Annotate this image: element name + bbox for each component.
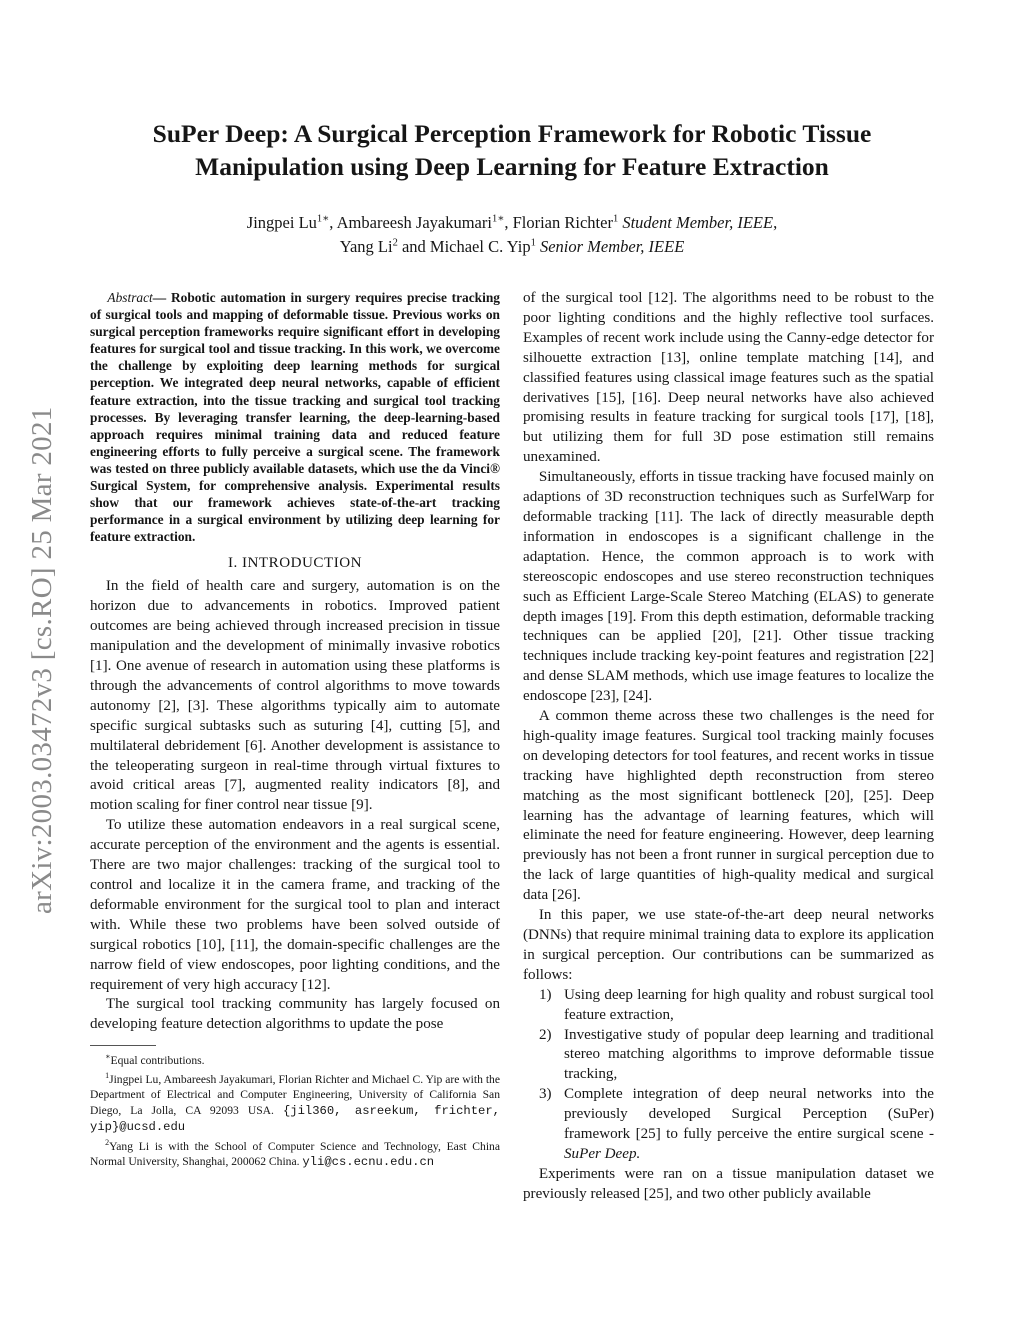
footnote-affiliation-1 (90, 1068, 500, 1135)
author-line-2 (90, 235, 934, 259)
list-item-text: Complete integration of deep neural networks into the previously developed Surgical Perception (SuPer) framework [25] to fully perceive the entire surgical scene - (564, 1086, 934, 1143)
list-item-text: Investigative study of popular deep learning and traditional stereo matching algorithms to improve deformable tissue tracking, (564, 1026, 934, 1083)
left-column (90, 289, 500, 1170)
list-number: 3) (539, 1086, 552, 1103)
abstract-dash: — (152, 290, 171, 305)
abstract-text: Robotic automation in surgery requires precise tracking of surgical tools and mapping of deformable tissue. Previous works on surgical perception frameworks require significant effort in developing features for surgical tool and tissue tracking. In this work, we overcome the challenge by exploiting deep learning methods for surgical perception. We integrated deep neural networks, capable of efficient feature extraction, into the tissue tracking and surgical tool tracking processes. By leveraging transfer learning, the deep-learning-based approach requires minimal training data and reduced feature engineering efforts to fully perceive a surgical scene. The framework was tested on three publicly available datasets, which use the da Vinci® Surgical System, for comprehensive analysis. Experimental results show that our framework achieves state-of-the-art tracking performance in a surgical environment by utilizing deep learning for feature extraction. (90, 290, 500, 545)
author-name: , Ambareesh Jayakumari (329, 213, 492, 232)
paragraph: Simultaneously, efforts in tissue tracking have focused mainly on adaptions of 3D reconstruction techniques such as SurfelWarp for deformable tracking [11]. The lack of directly measurable depth information in endoscopes is a significant challenge in the adaptation. Hence, the common approach is to work with stereoscopic endoscopes and use stereo reconstruction techniques such as Efficient Large-Scale Stereo Matching (ELAS) to generate depth images [19]. From this depth estimation, deformable tracking techniques can be applied [20], [21]. Other tissue tracking techniques include tracking key-point features and registration [22] and dense SLAM methods, which use image features to localize the endoscope [23], [24]. (523, 469, 934, 705)
footnote-mark: 2 (105, 1137, 110, 1147)
paragraph: To utilize these automation endeavors in a real surgical scene, accurate perception of the environment and the agents is essential. There are two major challenges: tracking of the surgical tool to control and localize it in the camera frame, and tracking of the deformable environment for the surgical tool to plan and interact with. While these two problems have been solved outside of surgical robotics [10], [11], the domain-specific challenges are the narrow field of view endoscopes, poor lighting conditions, and the requirement of very high accuracy [12]. (90, 817, 500, 993)
author-name: Jingpei Lu (246, 213, 317, 232)
author-name: , Florian Richter (504, 213, 613, 232)
title-line-1: SuPer Deep: A Surgical Perception Framework for Robotic Tissue (152, 119, 872, 148)
footnote-text: Yang Li is with the School of Computer Science and Technology, East China Normal University, Shanghai, 200062 China. (90, 1139, 500, 1169)
author-affiliation-mark: 1 (612, 213, 619, 225)
separator: , (773, 213, 778, 232)
author-list (90, 211, 934, 259)
paragraph: of the surgical tool [12]. The algorithms need to be robust to the poor lighting conditions and the highly reflective tool surfaces. Examples of recent work include using the Canny-edge detector for silhouette extraction [13], online template matching [14], and classified features using classical image features such as the spatial derivatives [15], [16]. Deep neural networks have also achieved promising results in feature tracking for surgical tools [17], [18], but utilizing them for full 3D pose estimation still remains unexamined. (523, 290, 934, 466)
paragraph: The surgical tool tracking community has largely focused on developing feature detection algorithms to update the pose (90, 996, 500, 1033)
footnotes (90, 1049, 500, 1170)
list-number: 1) (539, 986, 552, 1003)
membership-note: Senior Member, IEEE (539, 237, 685, 256)
right-column (523, 289, 934, 1205)
author-affiliation-mark: 2 (392, 237, 398, 249)
author-affiliation-mark: 1∗ (491, 213, 505, 225)
author-affiliation-mark: 1∗ (316, 213, 330, 225)
paper-title (90, 117, 934, 183)
paragraph: Experiments were ran on a tissue manipulation dataset we previously released [25], and two other publicly available (523, 1165, 934, 1202)
footnote-text: Jingpei Lu, Ambareesh Jayakumari, Florian Richter and Michael C. Yip are with the Department of Electrical and Computer Engineering, University of California San Diego, La Jolla, CA 92093 USA. (90, 1073, 500, 1117)
author-affiliation-mark: 1 (530, 237, 536, 249)
list-number: 2) (539, 1026, 552, 1043)
list-item-text: Using deep learning for high quality and robust surgical tool feature extraction, (564, 986, 934, 1023)
author-line-1 (90, 211, 934, 235)
paragraph: In the field of health care and surgery, automation is on the horizon due to advancements in robotics. Improved patient outcomes are being achieved through increased precision in tissue manipulation and the development of minimally invasive robotics [1]. One avenue of research in automation using these platforms is through the advancements of control algorithms to move towards autonomy [2], [3]. These algorithms typically aim to automate specific surgical subtasks such as suturing [4], cutting [5], and multilateral debridement [6]. Another development is assistance to the teleoperating surgeon in real-time through virtual fixtures to avoid critical areas [7], augmented reality indicators [8], and motion scaling for finer control near tissue [9]. (90, 578, 500, 814)
abstract-label: Abstract (107, 290, 153, 305)
footnote-equal-contribution (90, 1049, 500, 1068)
abstract (90, 289, 500, 545)
section-heading-introduction: I. INTRODUCTION (227, 555, 363, 572)
footnote-text: Equal contributions. (110, 1054, 205, 1068)
membership-note: Student Member, IEEE (622, 213, 774, 232)
footnote-mark: 1 (105, 1071, 110, 1081)
list-item (523, 1026, 934, 1086)
paragraph: A common theme across these two challenges is the need for high-quality image features. Surgical tool tracking mainly focuses on developing detectors for tool features, and recent works in tissue tracking have highlighted depth reconstruction from stereo matching as the most significant bottleneck [20], [25]. Deep learning has the advantage of learning features, which will eliminate the need for feature engineering. However, deep learning previously has not been a front runner in surgical perception due to the lack of large quantities of high-quality medical and surgical data [26]. (523, 708, 934, 904)
paragraph: In this paper, we use state-of-the-art deep neural networks (DNNs) that require minimal training data to explore its application in surgical perception. Our contributions can be summarized as follows: (523, 907, 934, 983)
footnote-divider (90, 1045, 156, 1046)
footnote-mark: ∗ (105, 1052, 111, 1062)
author-name: Yang Li (339, 237, 393, 256)
framework-name: SuPer Deep. (564, 1145, 641, 1162)
arxiv-identifier: arXiv:2003.03472v3 [cs.RO] 25 Mar 2021 (26, 406, 58, 914)
author-name: and Michael C. Yip (397, 237, 531, 256)
email-addresses[interactable]: {jil360, asreekum, frichter, yip}@ucsd.edu (90, 1103, 500, 1134)
list-item (523, 986, 934, 1026)
contribution-list (523, 986, 934, 1165)
list-item (523, 1085, 934, 1165)
email-address[interactable]: yli@cs.ecnu.edu.cn (302, 1155, 435, 1170)
footnote-affiliation-2 (90, 1135, 500, 1170)
title-line-2: Manipulation using Deep Learning for Feature Extraction (195, 152, 829, 181)
